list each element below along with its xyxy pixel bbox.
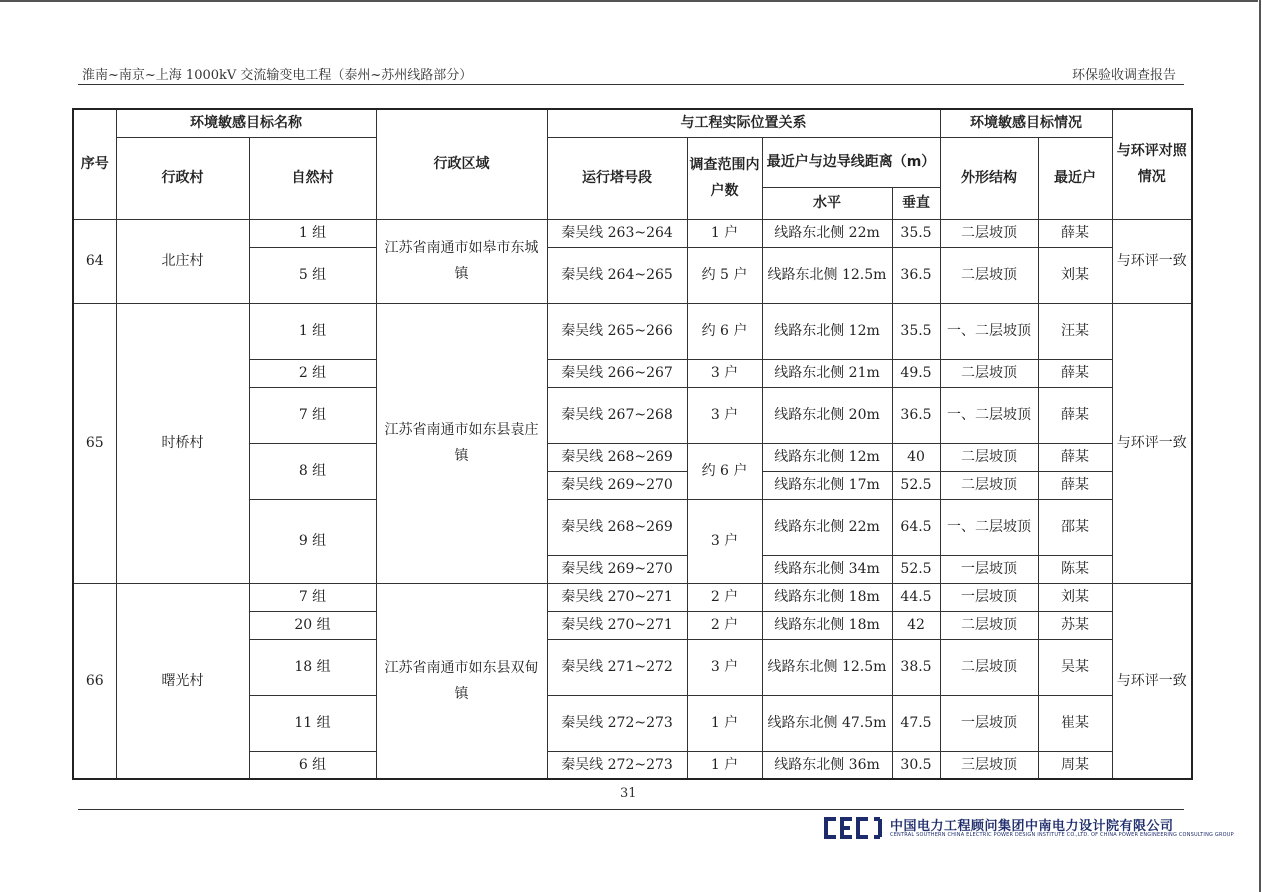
structure-cell: 一层坡顶 [940,695,1038,751]
header-nearest-household: 最近户 [1038,137,1112,219]
header-horizontal: 水平 [762,187,892,219]
nearest-cell: 苏某 [1038,611,1112,639]
structure-cell: 一、二层坡顶 [940,303,1038,359]
horizontal-cell: 线路东北侧 20m [762,387,892,443]
company-logo-icon [822,815,884,841]
header-survey-households: 调查范围内户数 [687,137,762,219]
header-rule [78,84,1184,85]
horizontal-cell: 线路东北侧 12.5m [762,639,892,695]
header-report-title: 环保验收调查报告 [1071,68,1176,83]
vertical-cell: 35.5 [892,219,940,247]
tower-cell: 秦吴线 263~264 [547,219,687,247]
group-cell: 9 组 [249,499,376,583]
region-cell: 江苏省南通市如东县双甸镇 [376,583,547,779]
nearest-cell: 薛某 [1038,443,1112,471]
horizontal-cell: 线路东北侧 22m [762,219,892,247]
header-position-relation: 与工程实际位置关系 [547,109,940,137]
group-cell: 2 组 [249,359,376,387]
page-top-border [0,0,1258,2]
tower-cell: 秦吴线 272~273 [547,751,687,779]
village-cell: 北庄村 [116,219,249,303]
table-row [73,303,1192,359]
households-cell: 1 户 [687,219,762,247]
households-cell: 约 6 户 [687,443,762,499]
horizontal-cell: 线路东北侧 21m [762,359,892,387]
horizontal-cell: 线路东北侧 12.5m [762,247,892,303]
horizontal-cell: 线路东北侧 34m [762,555,892,583]
header-vertical: 垂直 [892,187,940,219]
nearest-cell: 刘某 [1038,583,1112,611]
tower-cell: 秦吴线 268~269 [547,499,687,555]
region-cell: 江苏省南通市如东县袁庄镇 [376,303,547,583]
header-project-title: 淮南~南京~上海 1000kV 交流输变电工程（泰州~苏州线路部分） [82,68,473,83]
households-cell: 3 户 [687,359,762,387]
households-cell: 3 户 [687,387,762,443]
comparison-cell: 与环评一致 [1112,583,1192,779]
structure-cell: 二层坡顶 [940,359,1038,387]
table-row [73,583,1192,611]
village-cell: 时桥村 [116,303,249,583]
nearest-cell: 薛某 [1038,471,1112,499]
header-tower-section: 运行塔号段 [547,137,687,219]
comparison-cell: 与环评一致 [1112,303,1192,583]
tower-cell: 秦吴线 266~267 [547,359,687,387]
header-target-name: 环境敏感目标名称 [116,109,376,137]
nearest-cell: 周某 [1038,751,1112,779]
header-seq: 序号 [73,109,116,219]
footer-rule [78,809,1184,810]
structure-cell: 一、二层坡顶 [940,387,1038,443]
comparison-cell: 与环评一致 [1112,219,1192,303]
tower-cell: 秦吴线 272~273 [547,695,687,751]
vertical-cell: 35.5 [892,303,940,359]
group-cell: 20 组 [249,611,376,639]
vertical-cell: 49.5 [892,359,940,387]
tower-cell: 秦吴线 268~269 [547,443,687,471]
vertical-cell: 36.5 [892,387,940,443]
structure-cell: 一、二层坡顶 [940,499,1038,555]
sensitive-target-table [72,108,1193,780]
structure-cell: 三层坡顶 [940,751,1038,779]
vertical-cell: 30.5 [892,751,940,779]
tower-cell: 秦吴线 265~266 [547,303,687,359]
tower-cell: 秦吴线 267~268 [547,387,687,443]
structure-cell: 二层坡顶 [940,219,1038,247]
nearest-cell: 薛某 [1038,387,1112,443]
group-cell: 8 组 [249,443,376,499]
vertical-cell: 64.5 [892,499,940,555]
horizontal-cell: 线路东北侧 18m [762,611,892,639]
households-cell: 2 户 [687,611,762,639]
seq-cell: 64 [73,219,116,303]
region-cell: 江苏省南通市如皋市东城镇 [376,219,547,303]
horizontal-cell: 线路东北侧 12m [762,303,892,359]
vertical-cell: 44.5 [892,583,940,611]
vertical-cell: 38.5 [892,639,940,695]
tower-cell: 秦吴线 271~272 [547,639,687,695]
households-cell: 1 户 [687,695,762,751]
vertical-cell: 52.5 [892,471,940,499]
group-cell: 6 组 [249,751,376,779]
horizontal-cell: 线路东北侧 36m [762,751,892,779]
company-name-cn: 中国电力工程顾问集团中南电力设计院有限公司 [890,819,1174,834]
tower-cell: 秦吴线 264~265 [547,247,687,303]
vertical-cell: 40 [892,443,940,471]
horizontal-cell: 线路东北侧 18m [762,583,892,611]
structure-cell: 一层坡顶 [940,583,1038,611]
seq-cell: 66 [73,583,116,779]
group-cell: 7 组 [249,583,376,611]
tower-cell: 秦吴线 270~271 [547,611,687,639]
vertical-cell: 47.5 [892,695,940,751]
table-row [73,219,1192,247]
households-cell: 约 5 户 [687,247,762,303]
horizontal-cell: 线路东北侧 47.5m [762,695,892,751]
horizontal-cell: 线路东北侧 17m [762,471,892,499]
group-cell: 1 组 [249,219,376,247]
nearest-cell: 汪某 [1038,303,1112,359]
group-cell: 7 组 [249,387,376,443]
horizontal-cell: 线路东北侧 12m [762,443,892,471]
nearest-cell: 薛某 [1038,359,1112,387]
header-eia-comparison: 与环评对照情况 [1112,109,1192,219]
page-right-border [1259,0,1261,892]
nearest-cell: 吴某 [1038,639,1112,695]
nearest-cell: 崔某 [1038,695,1112,751]
seq-cell: 65 [73,303,116,583]
nearest-cell: 薛某 [1038,219,1112,247]
households-cell: 约 6 户 [687,303,762,359]
nearest-cell: 陈某 [1038,555,1112,583]
vertical-cell: 36.5 [892,247,940,303]
group-cell: 5 组 [249,247,376,303]
nearest-cell: 刘某 [1038,247,1112,303]
horizontal-cell: 线路东北侧 22m [762,499,892,555]
header-structure: 外形结构 [940,137,1038,219]
structure-cell: 一层坡顶 [940,555,1038,583]
tower-cell: 秦吴线 270~271 [547,583,687,611]
tower-cell: 秦吴线 269~270 [547,471,687,499]
group-cell: 11 组 [249,695,376,751]
nearest-cell: 邵某 [1038,499,1112,555]
structure-cell: 二层坡顶 [940,611,1038,639]
structure-cell: 二层坡顶 [940,471,1038,499]
households-cell: 2 户 [687,583,762,611]
header-target-status: 环境敏感目标情况 [940,109,1112,137]
company-name-en: CENTRAL SOUTHERN CHINA ELECTRIC POWER DESIGN INSTITUTE CO.,LTD. OF CHINA POWER ENGINEERING CONSULTING GROUP [890,832,1234,838]
group-cell: 18 组 [249,639,376,695]
header-natural-village: 自然村 [249,137,376,219]
page-number: 31 [620,786,637,801]
structure-cell: 二层坡顶 [940,639,1038,695]
tower-cell: 秦吴线 269~270 [547,555,687,583]
group-cell: 1 组 [249,303,376,359]
village-cell: 曙光村 [116,583,249,779]
header-admin-village: 行政村 [116,137,249,219]
households-cell: 3 户 [687,639,762,695]
vertical-cell: 42 [892,611,940,639]
structure-cell: 二层坡顶 [940,443,1038,471]
header-admin-region: 行政区域 [376,109,547,219]
households-cell: 1 户 [687,751,762,779]
households-cell: 3 户 [687,499,762,583]
structure-cell: 二层坡顶 [940,247,1038,303]
header-nearest-distance: 最近户与边导线距离（m） [762,137,940,187]
vertical-cell: 52.5 [892,555,940,583]
